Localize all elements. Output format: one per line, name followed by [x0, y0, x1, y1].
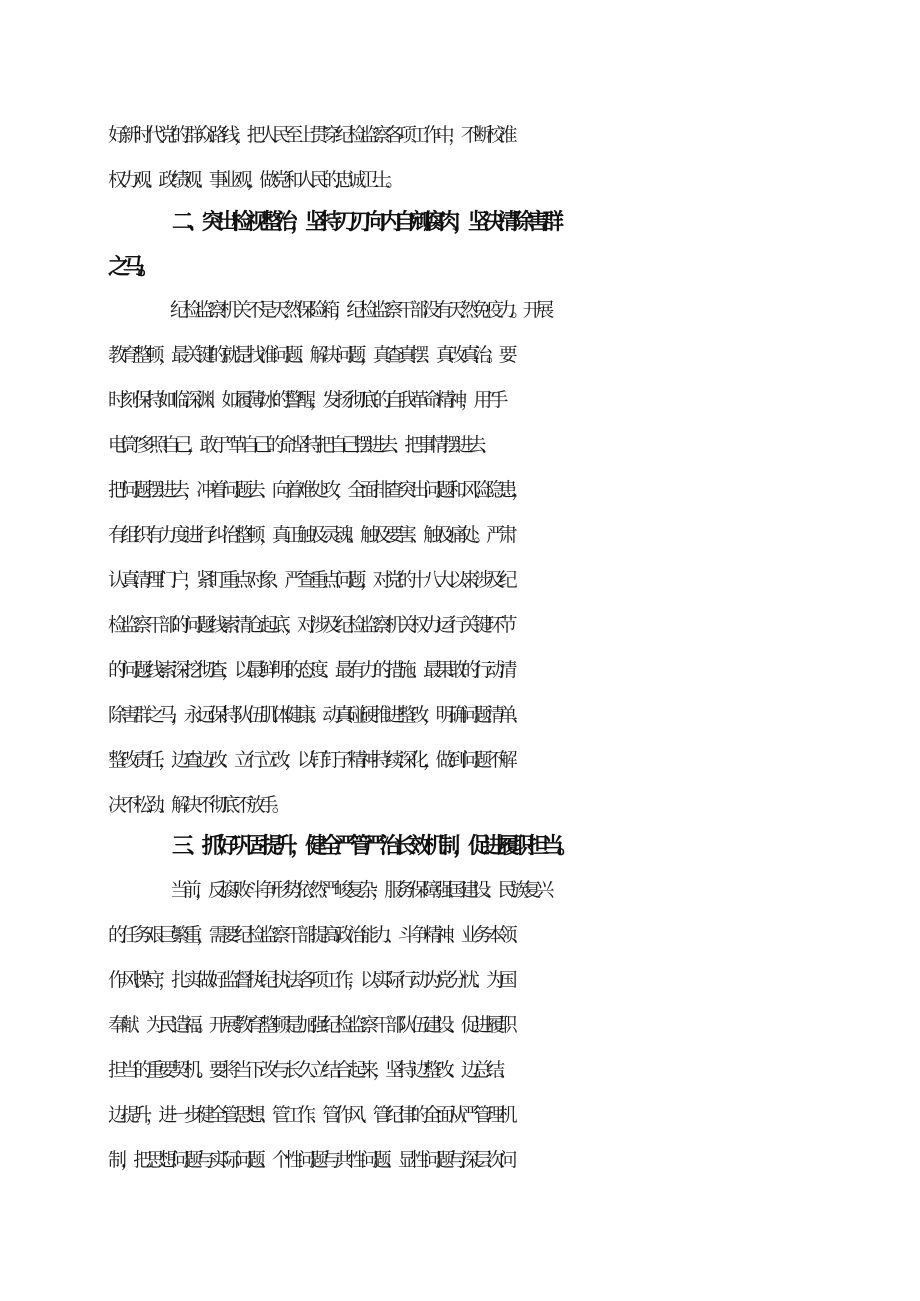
paragraph-line: 制，把思想问题与实际问题、个性问题与共性问题、显性问题与深层次问: [108, 1149, 512, 1171]
paragraph-line: 作风操守，扎实做好监督执纪执法各项工作，以实际行动为党分忧、为国: [108, 969, 512, 991]
paragraph-line: 的问题线索深挖彻查，以最鲜明的态度、最有力的措施、最果敢的行动清: [108, 659, 512, 681]
paragraph-line: 的任务艰巨繁重，需要纪检监察干部提高政治能力、斗争精神、业务本领、: [108, 924, 524, 946]
paragraph-line: 决不松劲、解决不彻底不放手。: [108, 794, 285, 816]
paragraph-line: 当前，反腐败斗争形势依然严峻复杂，服务保障强国建设、民族复兴: [170, 879, 549, 901]
paragraph-line: 除害群之马，永远保持队伍肌体健康。动真碰硬推进整改，明确问题清单、: [108, 704, 524, 726]
section-heading: 之马。: [108, 255, 153, 280]
paragraph-line: 检监察干部的问题线索清仓起底，对涉及纪检监察机关权力运行关键环节: [108, 614, 512, 636]
paragraph-line: 好新时代党的群众路线，把人民至上贯穿纪检监察各项工作中，不断校准: [108, 124, 512, 146]
paragraph-line: 时刻保持如临深渊、如履薄冰的警醒，发扬彻底的自我革命精神，用“手: [108, 389, 502, 411]
paragraph-line: 电筒”多照自己，敢于“革自己的命坚持把自己摆进去、把事情摆进去、: [108, 434, 493, 456]
paragraph-line: 把问题摆进去，冲着问题去、向着难处攻，全面排查突出问题和风险隐患，: [108, 479, 524, 501]
paragraph-line: 整改责任，边查边改、立行立改，以钉钉子精神持续深化，做到问题不解: [108, 749, 512, 771]
paragraph-line: 奉献、为民造福。开展教育整顿是加强纪检监察干部队伍建设、促进履职: [108, 1014, 512, 1036]
section-heading: 三、抓好巩固提升，健全严管严治长效机制，促进履职担当。: [172, 834, 572, 859]
paragraph-line: 权力观、政绩观、事业观，做党和人民的忠诚卫士。: [108, 169, 398, 191]
paragraph-line: 边提升，进一步健全管思想、管工作、管作风、管纪律的全面从严管理机: [108, 1104, 512, 1126]
paragraph-line: 担当的重要契机。要将当下改与长久立结合起来，坚持边整改、边总结、: [108, 1059, 512, 1081]
paragraph-line: 纪检监察机关不是天然保险箱，纪检监察干部没有天然免疫力。开展: [170, 299, 549, 321]
section-heading: 二、突出检视整治，坚持刀刃向内自剜腐肉，坚决清除害群: [172, 210, 557, 235]
paragraph-line: 认真清理门户，紧盯重点对象、严查重点问题，对党的十八大以来涉及纪: [108, 569, 512, 591]
paragraph-line: 教育整顿，最关键的就是找准问题、解决问题，真查真摆、真改真治。要: [108, 344, 512, 366]
paragraph-line: 有组织有力度进行纠治整顿，真正触及灵魂、触及要害、触及痛处。严肃: [108, 524, 512, 546]
